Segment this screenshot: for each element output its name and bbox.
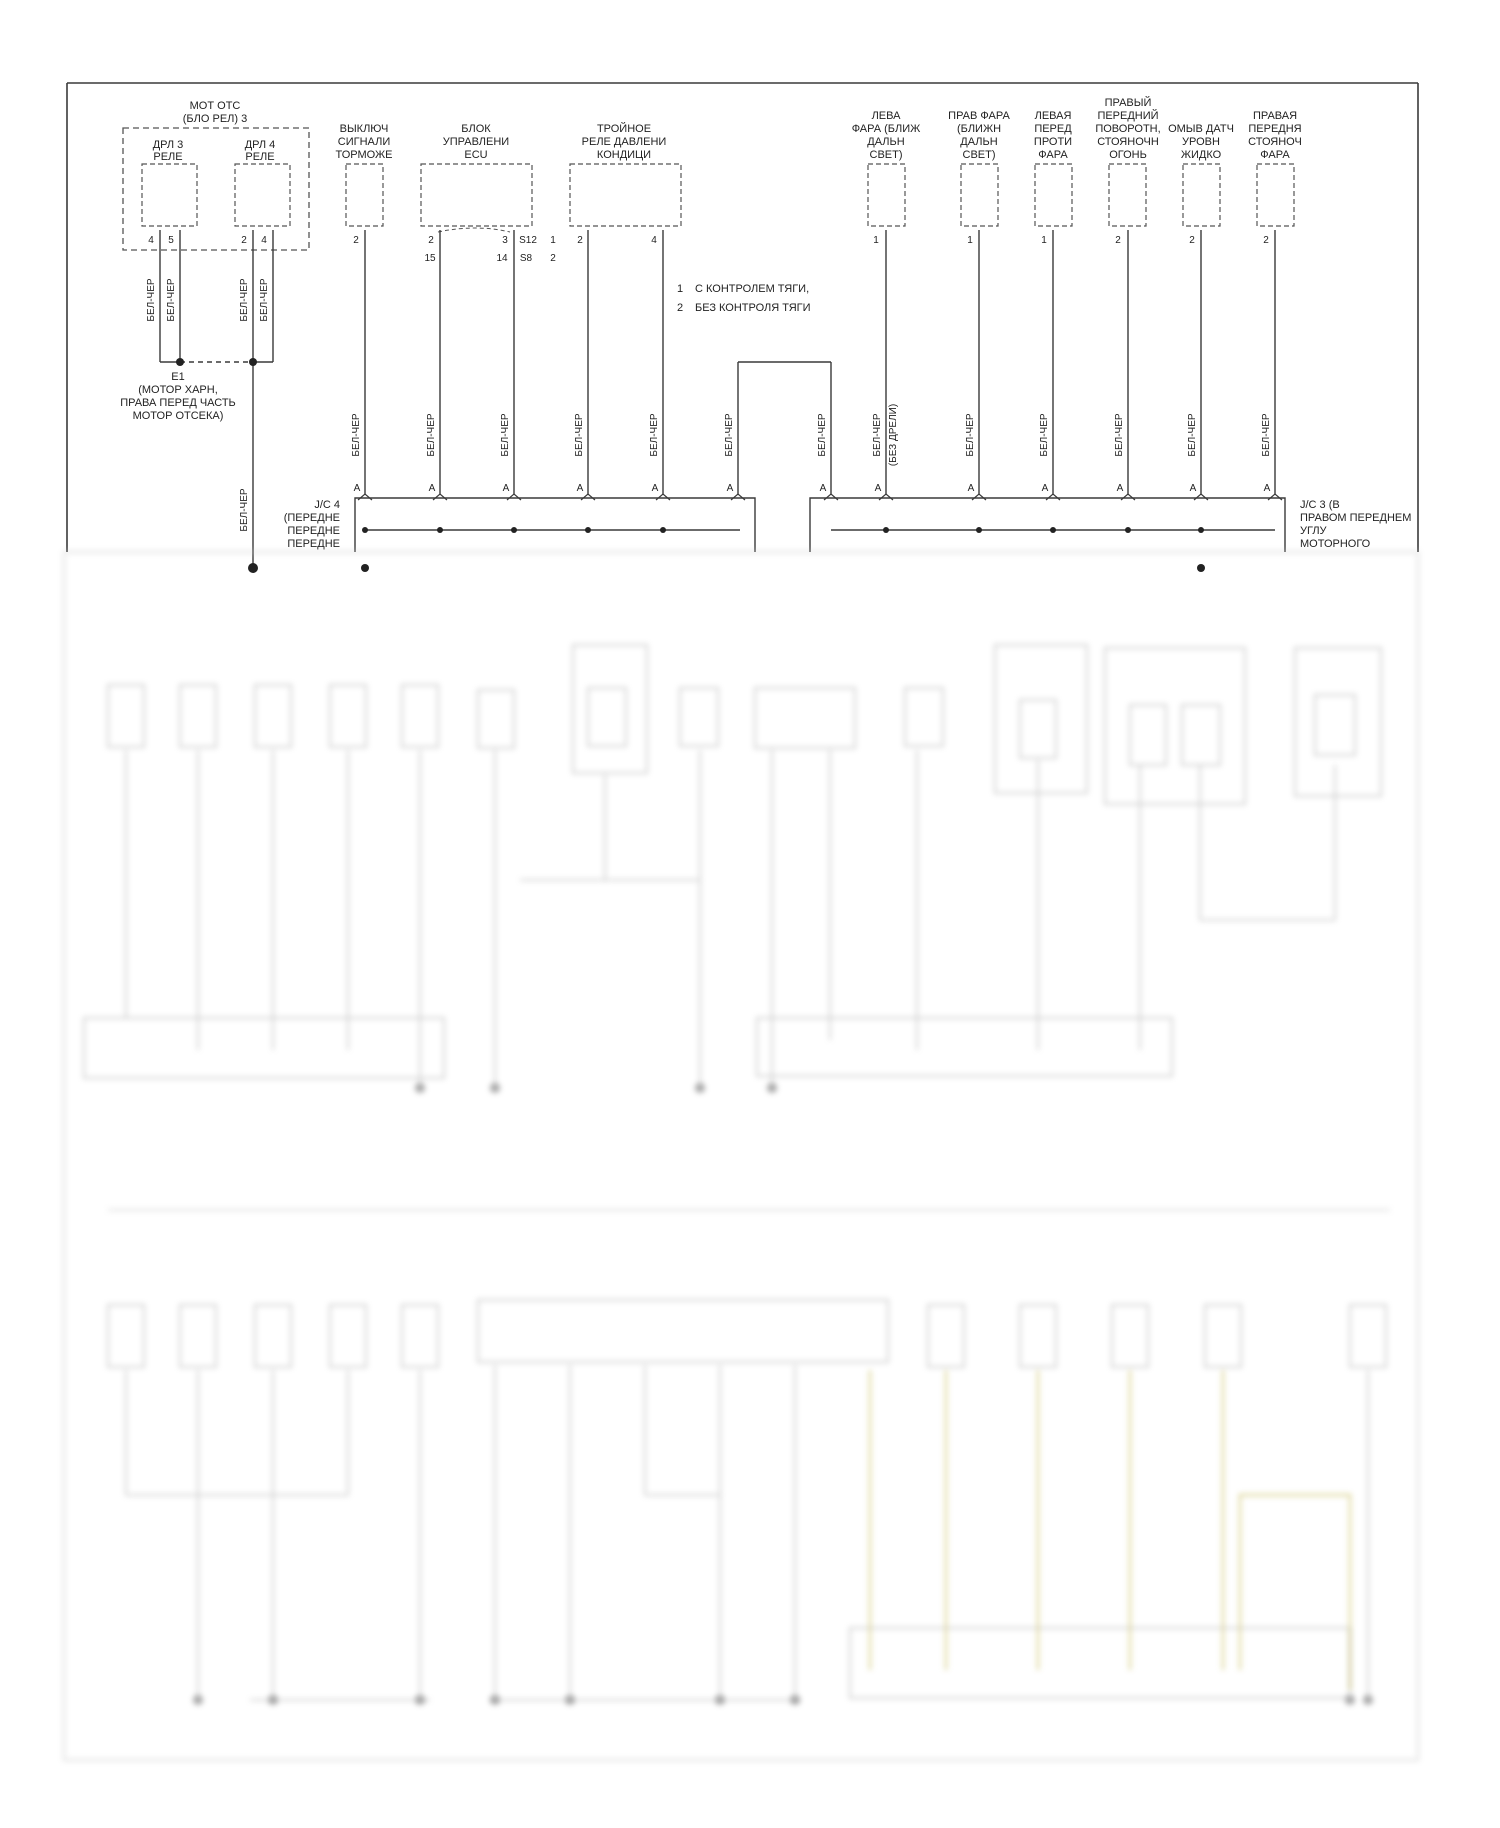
svg-text:A: A	[1041, 483, 1049, 494]
blurred-highlight-wires	[870, 1370, 1350, 1690]
svg-text:1: 1	[873, 235, 879, 246]
svg-text:J/C 4: J/C 4	[314, 499, 340, 511]
svg-text:2: 2	[428, 235, 434, 246]
ac-pressure-relay	[570, 122, 681, 246]
drl3-relay-label: РЕЛЕ	[153, 151, 183, 163]
ground-e1-label	[120, 371, 236, 422]
svg-text:2: 2	[1189, 235, 1195, 246]
svg-text:A: A	[353, 483, 361, 494]
svg-text:2: 2	[677, 302, 684, 314]
svg-text:БЕЛ-ЧЕР: БЕЛ-ЧЕР	[574, 413, 585, 457]
wire-labels	[146, 278, 1272, 531]
svg-text:ЛЕВА: ЛЕВА	[871, 110, 901, 122]
svg-text:A: A	[1189, 483, 1197, 494]
svg-text:4: 4	[651, 235, 657, 246]
svg-text:УПРАВЛЕНИ: УПРАВЛЕНИ	[442, 136, 510, 148]
svg-text:РЕЛЕ ДАВЛЕНИ: РЕЛЕ ДАВЛЕНИ	[581, 136, 667, 148]
svg-text:A: A	[726, 483, 734, 494]
svg-text:2: 2	[353, 235, 359, 246]
svg-text:ЖИДКО: ЖИДКО	[1180, 149, 1222, 161]
svg-text:СИГНАЛИ: СИГНАЛИ	[337, 136, 391, 148]
svg-text:2: 2	[241, 235, 247, 246]
svg-text:1: 1	[1041, 235, 1047, 246]
svg-text:БЕЛ-ЧЕР: БЕЛ-ЧЕР	[872, 413, 883, 457]
svg-text:A: A	[502, 483, 510, 494]
svg-text:ПРАВЫЙ: ПРАВЫЙ	[1104, 97, 1152, 109]
svg-text:БЕЛ-ЧЕР: БЕЛ-ЧЕР	[1261, 413, 1272, 457]
svg-text:УРОВН: УРОВН	[1182, 136, 1220, 148]
svg-text:E1: E1	[171, 371, 185, 383]
svg-text:БЕЛ-ЧЕР: БЕЛ-ЧЕР	[649, 413, 660, 457]
svg-text:ПРАВАЯ: ПРАВАЯ	[1252, 110, 1298, 122]
svg-text:A: A	[576, 483, 584, 494]
svg-text:БЕЛ-ЧЕР: БЕЛ-ЧЕР	[239, 488, 250, 532]
right-front-turn-light	[1095, 96, 1160, 246]
svg-text:A: A	[428, 483, 436, 494]
svg-text:14: 14	[496, 253, 508, 264]
svg-text:2: 2	[550, 253, 556, 264]
svg-text:С КОНТРОЛЕМ ТЯГИ,: С КОНТРОЛЕМ ТЯГИ,	[695, 283, 810, 295]
jc3-label	[1300, 499, 1411, 550]
svg-text:J/C 3 (В: J/C 3 (В	[1300, 499, 1340, 511]
svg-text:ПРОТИ: ПРОТИ	[1033, 136, 1073, 148]
svg-text:(БЛИЖН: (БЛИЖН	[956, 123, 1002, 135]
svg-text:15: 15	[424, 253, 436, 264]
svg-text:1: 1	[967, 235, 973, 246]
svg-text:A: A	[651, 483, 659, 494]
svg-text:БЕЛ-ЧЕР: БЕЛ-ЧЕР	[239, 278, 250, 322]
svg-text:БЕЛ-ЧЕР: БЕЛ-ЧЕР	[426, 413, 437, 457]
ecu-block	[421, 123, 556, 264]
svg-text:СТОЯНОЧ: СТОЯНОЧ	[1248, 136, 1302, 148]
washer-level-sensor	[1168, 123, 1234, 246]
left-headlight	[852, 110, 921, 246]
jc4-label	[284, 499, 340, 550]
svg-text:БЕЛ-ЧЕР: БЕЛ-ЧЕР	[1187, 413, 1198, 457]
svg-text:2: 2	[1115, 235, 1121, 246]
svg-text:ПРАВ ФАРА: ПРАВ ФАРА	[948, 110, 1010, 122]
svg-text:БЕЛ-ЧЕР: БЕЛ-ЧЕР	[1114, 413, 1125, 457]
svg-text:МОТОРНОГО: МОТОРНОГО	[1300, 538, 1371, 550]
svg-text:БЕЛ-ЧЕР: БЕЛ-ЧЕР	[724, 413, 735, 457]
right-front-parking-light	[1248, 110, 1302, 246]
svg-text:ВЫКЛЮЧ: ВЫКЛЮЧ	[339, 123, 389, 135]
svg-text:ОГОНЬ: ОГОНЬ	[1109, 149, 1147, 161]
svg-text:ТРОЙНОЕ: ТРОЙНОЕ	[596, 123, 652, 135]
svg-text:ПРАВОМ ПЕРЕДНЕМ: ПРАВОМ ПЕРЕДНЕМ	[1300, 512, 1412, 524]
svg-text:БЕЛ-ЧЕР: БЕЛ-ЧЕР	[146, 278, 157, 322]
drl4-relay	[235, 164, 290, 226]
svg-text:ПРАВА ПЕРЕД ЧАСТЬ: ПРАВА ПЕРЕД ЧАСТЬ	[120, 397, 236, 409]
svg-text:ПЕРЕДНИЙ: ПЕРЕДНИЙ	[1097, 110, 1159, 122]
svg-text:ДАЛЬН: ДАЛЬН	[867, 136, 905, 148]
svg-text:2: 2	[577, 235, 583, 246]
svg-text:СВЕТ): СВЕТ)	[962, 149, 996, 161]
variant-notes	[677, 283, 811, 314]
svg-text:БЕЛ-ЧЕР: БЕЛ-ЧЕР	[500, 413, 511, 457]
svg-text:1: 1	[677, 283, 684, 295]
svg-text:ФАРА: ФАРА	[1038, 149, 1068, 161]
svg-text:ПОВОРОТН,: ПОВОРОТН,	[1095, 123, 1161, 135]
svg-text:ФАРА (БЛИЖ: ФАРА (БЛИЖ	[851, 123, 921, 135]
drl4-relay-label: ДРЛ 4	[244, 139, 276, 151]
drl4-relay-label: РЕЛЕ	[245, 151, 275, 163]
pin-letters	[354, 483, 1271, 494]
right-headlight	[948, 110, 1010, 246]
svg-text:ПЕРЕДНЯ: ПЕРЕДНЯ	[1248, 123, 1302, 135]
svg-text:БЕЛ-ЧЕР: БЕЛ-ЧЕР	[351, 413, 362, 457]
svg-text:A: A	[967, 483, 975, 494]
svg-text:БЕЛ-ЧЕР: БЕЛ-ЧЕР	[965, 413, 976, 457]
left-fog-light	[1034, 110, 1072, 246]
svg-text:БЕЛ-ЧЕР: БЕЛ-ЧЕР	[817, 413, 828, 457]
svg-text:БЕЛ-ЧЕР: БЕЛ-ЧЕР	[259, 278, 270, 322]
svg-text:4: 4	[148, 235, 154, 246]
svg-text:2: 2	[1263, 235, 1269, 246]
svg-text:МОТ ОТС	[190, 100, 241, 112]
svg-text:A: A	[1116, 483, 1124, 494]
svg-text:ПЕРЕДНЕ: ПЕРЕДНЕ	[287, 525, 340, 537]
svg-text:A: A	[1263, 483, 1271, 494]
svg-text:1: 1	[550, 235, 556, 246]
svg-text:БЕЗ КОНТРОЛЯ ТЯГИ: БЕЗ КОНТРОЛЯ ТЯГИ	[695, 302, 811, 314]
svg-text:(БЕЗ ДРЕЛИ): (БЕЗ ДРЕЛИ)	[888, 403, 899, 467]
svg-text:A: A	[819, 483, 827, 494]
svg-text:ПЕРЕДНЕ: ПЕРЕДНЕ	[287, 538, 340, 550]
svg-text:ECU: ECU	[464, 149, 488, 161]
connector-markers	[358, 494, 1282, 500]
svg-text:4: 4	[261, 235, 267, 246]
svg-text:МОТОР ОТСЕКА): МОТОР ОТСЕКА)	[132, 410, 224, 422]
relay-box-title-line: (БЛО РЕЛ) 3	[182, 113, 248, 125]
svg-text:БЕЛ-ЧЕР: БЕЛ-ЧЕР	[166, 278, 177, 322]
svg-text:ОМЫВ ДАТЧ: ОМЫВ ДАТЧ	[1168, 123, 1234, 135]
brake-light-switch	[336, 123, 393, 246]
svg-text:БЕЛ-ЧЕР: БЕЛ-ЧЕР	[1039, 413, 1050, 457]
svg-text:ДАЛЬН: ДАЛЬН	[960, 136, 998, 148]
svg-text:S8: S8	[519, 253, 533, 264]
svg-text:ФАРА: ФАРА	[1260, 149, 1290, 161]
drl3-relay	[142, 164, 197, 226]
svg-text:УГЛУ: УГЛУ	[1300, 525, 1327, 537]
svg-text:ПЕРЕД: ПЕРЕД	[1034, 123, 1072, 135]
svg-text:ТОРМОЖЕ: ТОРМОЖЕ	[335, 149, 393, 161]
svg-text:(ПЕРЕДНЕ: (ПЕРЕДНЕ	[283, 512, 340, 524]
svg-text:5: 5	[168, 235, 174, 246]
drl3-relay-label: ДРЛ 3	[152, 139, 184, 151]
svg-text:КОНДИЦИ: КОНДИЦИ	[596, 149, 652, 161]
relay-box-title-line: МОТ ОТС	[189, 100, 241, 112]
svg-text:3: 3	[502, 235, 508, 246]
svg-text:(МОТОР ХАРН,: (МОТОР ХАРН,	[138, 384, 218, 396]
svg-text:СВЕТ): СВЕТ)	[869, 149, 903, 161]
relay-box	[123, 100, 309, 250]
blurred-lower-diagram	[64, 552, 1418, 1760]
blurred-ground-points	[193, 1083, 1373, 1705]
svg-text:(БЛО РЕЛ) 3	[183, 113, 247, 125]
svg-text:СТОЯНОЧН: СТОЯНОЧН	[1097, 136, 1159, 148]
svg-text:БЛОК: БЛОК	[461, 123, 491, 135]
svg-text:A: A	[874, 483, 882, 494]
svg-text:S12: S12	[519, 235, 537, 246]
svg-text:ЛЕВАЯ: ЛЕВАЯ	[1034, 110, 1072, 122]
